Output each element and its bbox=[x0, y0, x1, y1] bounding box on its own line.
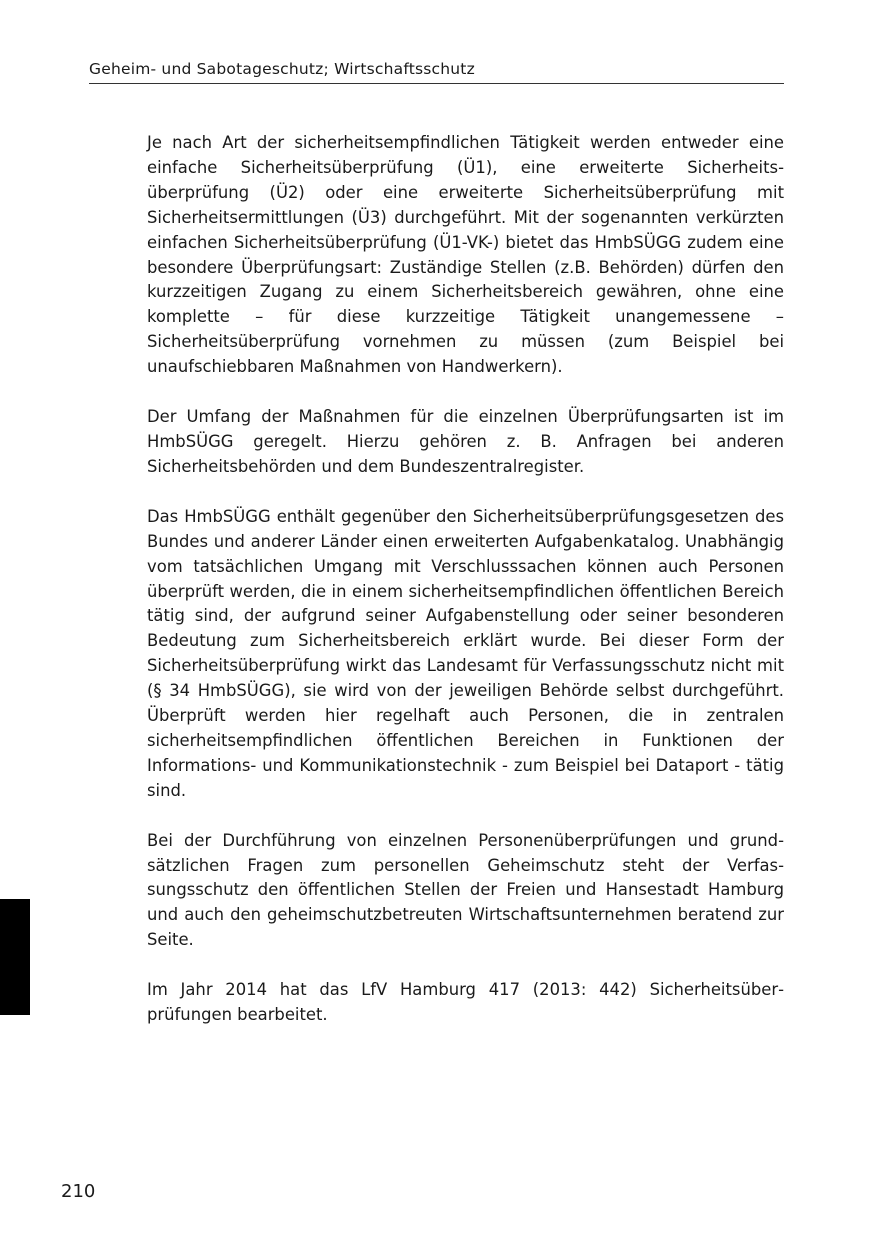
paragraph-task-catalog: Das HmbSÜGG enthält gegenüber den Sicherheitsüberprüfungsgesetzen des Bundes und anderer Länder einen erweiterten Aufgabenkatalog. Unabhängig vom tatsächlichen Umgang mit Verschlusssachen können auch Personen überprüft werden, die in einem sicherheitsempfindlichen öffentlichen Bereich tätig sind, der aufgrund seiner Aufgabenstellung oder seiner besonderen Bedeutung zum Sicherheitsbereich erklärt wurde. Bei dieser Form der Sicherheitsüberprüfung wirkt das Landesamt für Verfassungsschutz nicht mit (§ 34 HmbSÜGG), sie wird von der jeweiligen Behörde selbst durchgeführt. Überprüft werden hier regelhaft auch Personen, die in zentralen sicherheitsempfindlichen öffentlichen Bereichen in Funktionen der Informations- und Kommunikationstechnik - zum Beispiel bei Dataport - tätig sind. bbox=[147, 506, 784, 800]
paragraph-check-types: Je nach Art der sicherheitsempfindlichen Tätigkeit werden entweder eine einfache Sicherheitsüberprüfung (Ü1), eine erweiterte Sicherheitsüberprüfung (Ü2) oder eine erweiterte Sicherheitsüberprüfung mit Sicherheitsermittlungen (Ü3) durchgeführt. Mit der sogenannten verkürzten einfachen Sicherheitsüberprüfung (Ü1-VK-) bietet das HmbSÜGG zudem eine besondere Überprüfungsart: Zuständige Stellen (z.B. Behörden) dürfen den kurzzeitigen Zugang zu einem Sicherheitsbereich gewähren, ohne eine komplette – für diese kurzzeitige Tätigkeit unangemessene – Sicherheitsüberprüfung vornehmen zu müssen (zum Beispiel bei unaufschiebbaren Maßnahmen von Handwerkern). bbox=[147, 133, 784, 377]
paragraph-advisory: Bei der Durchführung von einzelnen Personenüberprüfungen und grundsätzlichen Fragen zum personellen Geheimschutz steht der Verfassungsschutz den öffentlichen Stellen der Freien und Hansestadt Hamburg und auch den geheimschutzbetreuten Wirtschaftsunternehmen beratend zur Seite. bbox=[147, 830, 784, 950]
body-text bbox=[147, 131, 784, 1053]
page-number: 210 bbox=[61, 1181, 96, 1202]
header-rule bbox=[89, 83, 784, 84]
paragraph-statistics: Im Jahr 2014 hat das LfV Hamburg 417 (2013: 442) Sicherheitsüberprüfungen bearbeitet. bbox=[147, 980, 784, 1025]
running-head: Geheim- und Sabotageschutz; Wirtschaftsschutz bbox=[89, 60, 475, 78]
paragraph-scope: Der Umfang der Maßnahmen für die einzelnen Überprüfungsarten ist im HmbSÜGG geregelt. Hierzu gehören z. B. Anfragen bei anderen Sicherheitsbehörden und dem Bundeszentralregister. bbox=[147, 407, 784, 476]
chapter-thumb-tab bbox=[0, 899, 30, 1015]
